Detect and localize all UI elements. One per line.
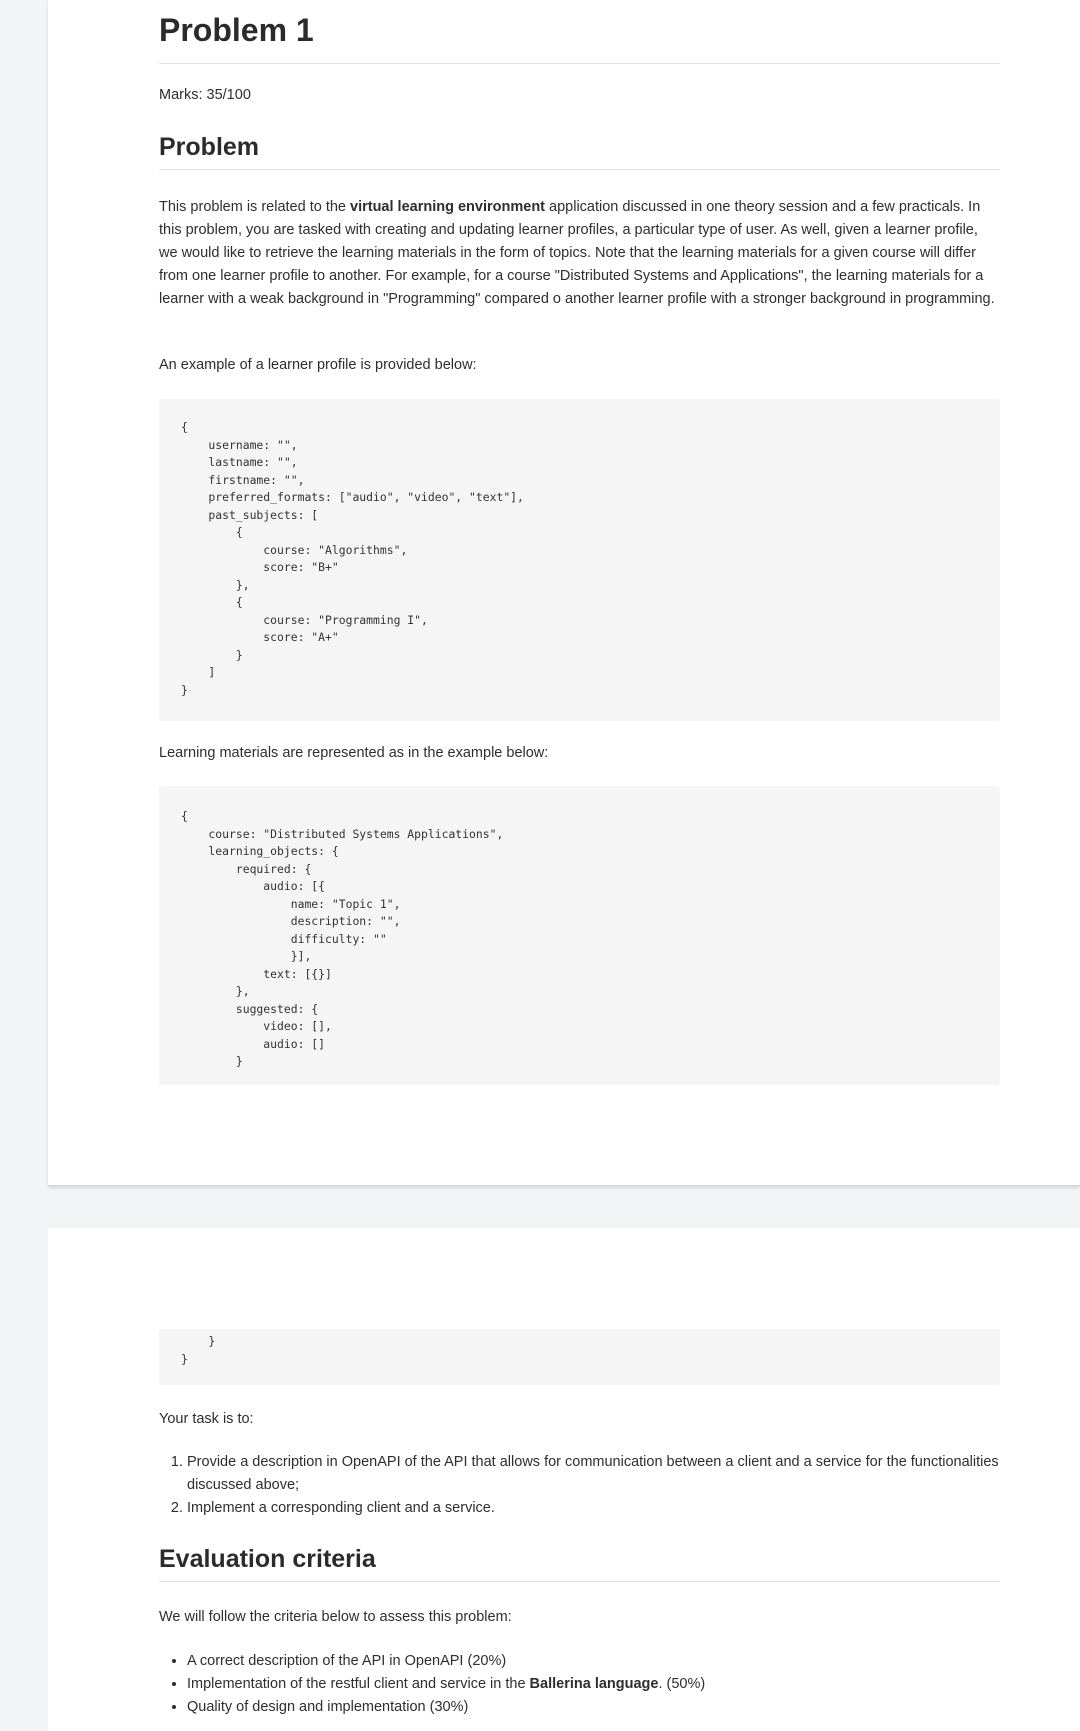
- evaluation-heading: Evaluation criteria: [159, 1545, 1000, 1582]
- task-list: [159, 1451, 1000, 1520]
- page-title: Problem 1: [159, 12, 1000, 64]
- list-item: • Quality of design and implementation (30%): [187, 1696, 1000, 1719]
- learner-profile-code-block: { username: "", lastname: "", firstname: "", preferred_formats: ["audio", "video", "text"], past_subjects: [ { course: "Algorithms", score: "B+" }, { course: "Programming I", score: "A+" } ] }: [159, 399, 1000, 721]
- criteria-intro-text: We will follow the criteria below to assess this problem:: [159, 1609, 512, 1625]
- task-intro-text: Your task is to:: [159, 1411, 254, 1427]
- learning-materials-code-block: { course: "Distributed Systems Applications", learning_objects: { required: { audio: [{ name: "Topic 1", description: "", difficulty: "" }], text: [{}] }, suggested: { video: [], audio: [] }: [159, 786, 1000, 1085]
- document-page-2: [48, 1228, 1080, 1731]
- list-item: 1. Provide a description in OpenAPI of the API that allows for communication between a client and a service for the functionalities discussed above;: [187, 1451, 1000, 1497]
- problem-heading: Problem: [159, 133, 1000, 170]
- intro-bold-text: virtual learning environment: [350, 199, 546, 215]
- list-item: • A correct description of the API in OpenAPI (20%): [187, 1650, 1000, 1673]
- intro-text: This problem is related to the: [159, 199, 351, 215]
- marks-text: Marks: 35/100: [159, 87, 251, 103]
- problem-description: [159, 196, 1000, 311]
- criteria-text: Implementation of the restful client and service in the: [187, 1676, 530, 1692]
- list-item: 2. Implement a corresponding client and a service.: [187, 1497, 1000, 1520]
- intro-text-continued: application discussed in one theory session and a few practicals. In this problem, you are tasked with creating and updating learner profiles, a particular type of user. As well, given a learner profile, we would like to retrieve the learning materials in the form of topics. Note that the learning materials for a given course will differ from one learner profile to another. For example, for a course "Distributed Systems and Applications", the learning materials for a learner with a weak background in "Programming" compared o another learner profile with a stronger background in programming.: [159, 199, 995, 307]
- criteria-text-end: . (50%): [658, 1676, 706, 1692]
- criteria-bold-text: Ballerina language: [529, 1676, 659, 1692]
- criteria-list: [159, 1650, 1000, 1719]
- list-item: [187, 1673, 1000, 1696]
- document-page-1: [48, 0, 1080, 1186]
- learning-materials-code-continued: } }: [159, 1329, 1000, 1385]
- materials-intro-text: Learning materials are represented as in the example below:: [159, 745, 549, 761]
- profile-intro-text: An example of a learner profile is provided below:: [159, 357, 477, 373]
